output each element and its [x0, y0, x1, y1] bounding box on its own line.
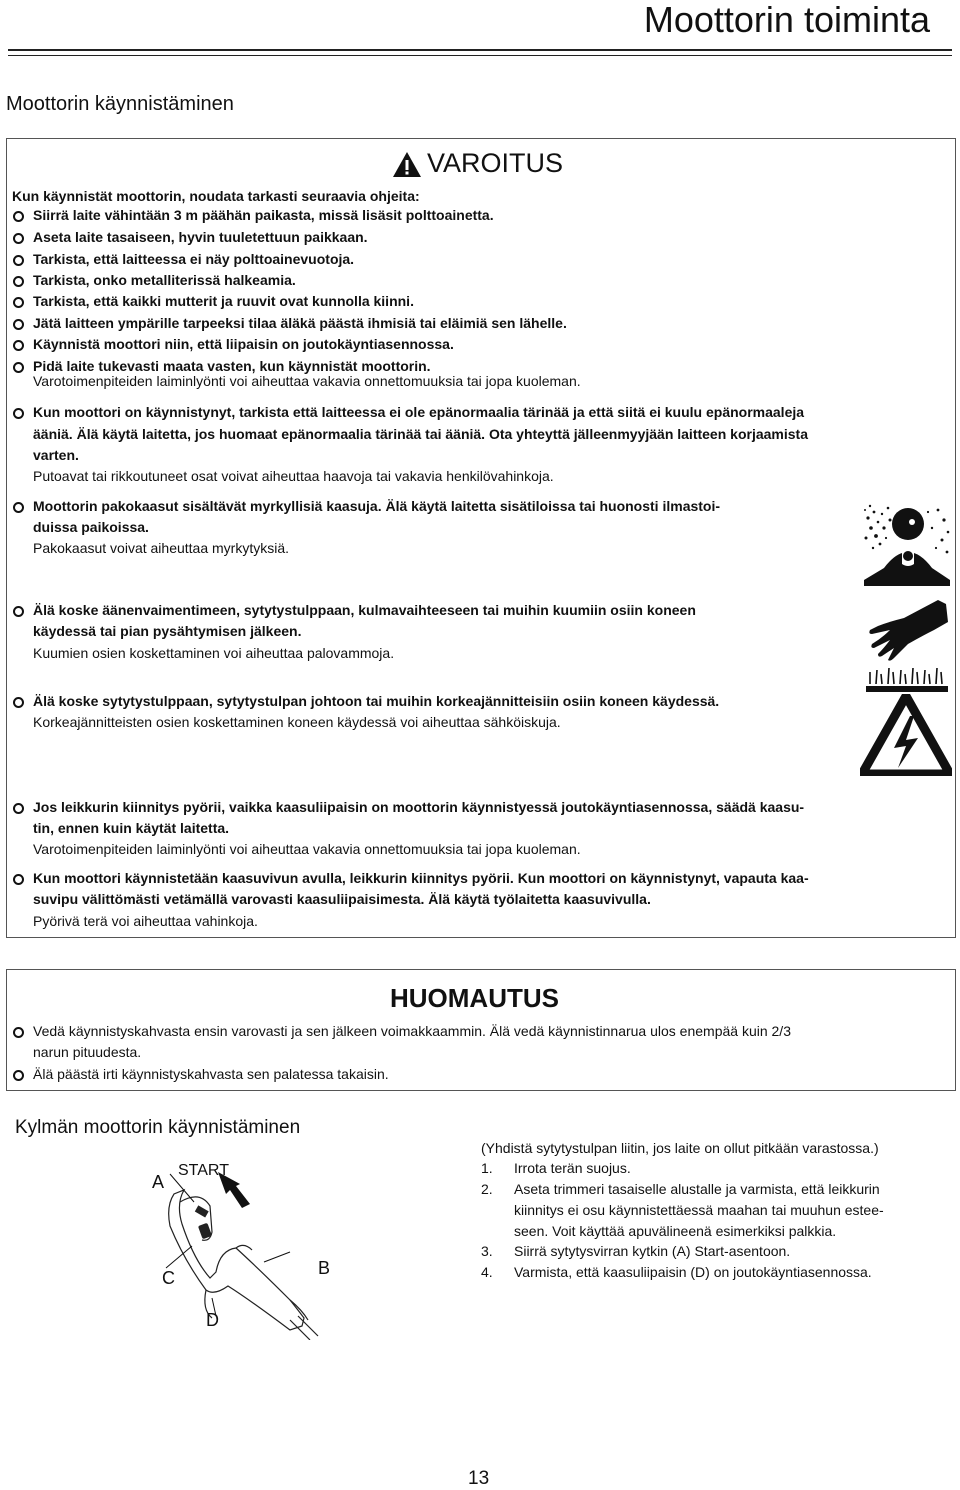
page-number: 13: [468, 1468, 490, 1489]
cold-start-title: Kylmän moottorin käynnistäminen: [15, 1117, 301, 1138]
bullet-circle-icon: [13, 502, 24, 513]
bullet-circle-icon: [13, 697, 24, 708]
bullet-circle-icon: [13, 1027, 24, 1038]
header-rule-thin: [8, 55, 952, 56]
trimmer-handle-illustration: [140, 1150, 370, 1340]
bullet-circle-icon: [13, 874, 24, 885]
bullet-circle-icon: [13, 408, 24, 419]
switch-figure: [140, 1150, 370, 1340]
bullet-circle-icon: [13, 276, 24, 287]
page-header-title: Moottorin toiminta: [643, 0, 930, 40]
notice-title: HUOMAUTUS: [390, 983, 559, 1013]
bullet-circle-icon: [13, 211, 24, 222]
figure-label-c: C: [162, 1268, 175, 1288]
figure-label-b: B: [318, 1258, 331, 1278]
warning-triangle-icon: [392, 151, 422, 178]
bullet-circle-icon: [13, 233, 24, 244]
hot-surface-icon: [864, 600, 950, 692]
toxic-fumes-icon: [862, 498, 952, 586]
warning-intro: Kun käynnistät moottorin, noudata tarkasti seuraavia ohjeita:: [12, 188, 420, 204]
header-rule: [8, 49, 952, 51]
bullet-circle-icon: [13, 255, 24, 266]
bullet-circle-icon: [13, 1070, 24, 1081]
bullet-circle-icon: [13, 297, 24, 308]
figure-label-a: A: [152, 1172, 165, 1192]
bullet-circle-icon: [13, 340, 24, 351]
section-title: Moottorin käynnistäminen: [6, 93, 234, 115]
bullet-circle-icon: [13, 362, 24, 373]
bullet-circle-icon: [13, 606, 24, 617]
bullet-circle-icon: [13, 803, 24, 814]
figure-label-start: START: [178, 1162, 229, 1179]
figure-label-d: D: [206, 1310, 219, 1330]
bullet-circle-icon: [13, 319, 24, 330]
cold-start-intro: (Yhdistä sytytystulpan liitin, jos laite on ollut pitkään varastossa.): [481, 1140, 879, 1156]
warning-title: VAROITUS: [427, 148, 564, 178]
warning-consequence: Varotoimenpiteiden laiminlyönti voi aiheuttaa vakavia onnettomuuksia tai jopa kuoleman.: [33, 373, 581, 389]
electric-shock-icon: [860, 694, 952, 776]
